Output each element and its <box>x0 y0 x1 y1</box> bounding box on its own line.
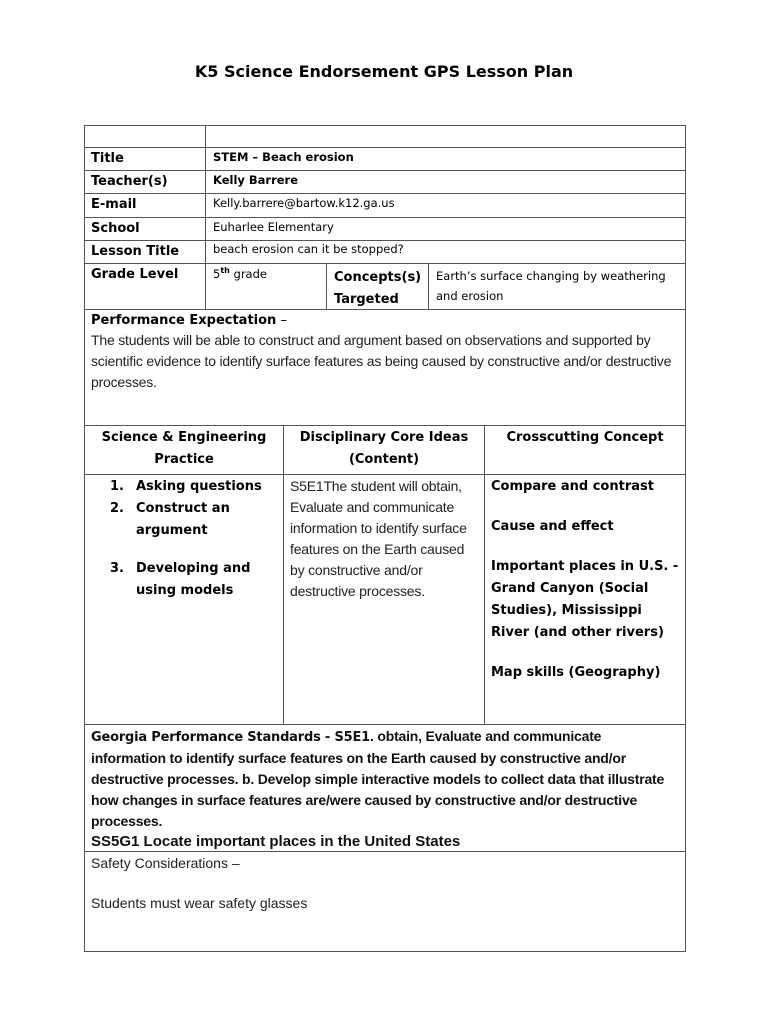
gps-label: Georgia Performance Standards - S5E1 <box>91 730 370 745</box>
grade-level-value: 5th grade <box>213 266 267 281</box>
school-label: School <box>91 221 140 236</box>
cc-header: Crosscutting Concept <box>506 430 664 445</box>
teacher-label: Teacher(s) <box>91 174 168 189</box>
list-item: Cause and effect <box>491 519 614 534</box>
concepts-label: Concepts(s) Targeted <box>334 270 422 307</box>
sep-list <box>110 476 280 602</box>
gps-ss: SS5G1 Locate important places in the United States <box>91 833 461 850</box>
page-title: K5 Science Endorsement GPS Lesson Plan <box>194 62 574 81</box>
performance-label: Performance Expectation <box>91 313 277 328</box>
performance-text: The students will be able to construct and argument based on observations and supported by scientific evidence to identify surface features as being caused by constructive and/or destructive processes. <box>91 332 672 390</box>
list-item: Compare and contrast <box>491 479 654 494</box>
list-item: 2. Construct an argument <box>110 501 230 538</box>
title-value: STEM – Beach erosion <box>213 150 354 164</box>
email-label: E-mail <box>91 197 137 212</box>
gps-section <box>91 726 679 852</box>
dci-header: Disciplinary Core Ideas (Content) <box>299 430 469 467</box>
list-item: 1. Asking questions <box>110 479 262 494</box>
performance-expectation: Performance Expectation – The students will be able to construct and argument based on observations and supported by scientific evidence to identify surface features as being caused by constructive and/or destructive processes. <box>91 312 676 393</box>
cc-list <box>491 476 679 702</box>
grade-level-label: Grade Level <box>91 267 179 282</box>
concepts-value: Earth’s surface changing by weathering and erosion <box>436 269 666 303</box>
gps-text: . obtain, Evaluate and communicate information to identify surface features on the Earth caused by constructive and/or destructive processes. b. Develop simple interactive models to collect data that illustrate how changes in surface features are/were caused by constructive and/or destructive processes. <box>91 728 665 829</box>
list-item: Map skills (Geography) <box>491 665 661 680</box>
list-item: 3. Developing and using models <box>110 561 251 598</box>
title-label: Title <box>91 151 124 166</box>
teacher-value: Kelly Barrere <box>213 173 299 187</box>
school-value: Euharlee Elementary <box>213 220 334 234</box>
lesson-title-label: Lesson Title <box>91 244 180 259</box>
dci-text: S5E1The student will obtain, Evaluate and communicate information to identify surface features on the Earth caused by constructive and/or destructive processes. <box>290 478 467 599</box>
sep-header: Science & Engineering Practice <box>101 430 267 467</box>
safety-label: Safety Considerations – <box>91 855 240 871</box>
email-value: Kelly.barrere@bartow.k12.ga.us <box>213 196 395 210</box>
list-item: Important places in U.S. -Grand Canyon (Social Studies), Mississippi River (and other rivers) <box>491 559 679 640</box>
lesson-title-value: beach erosion can it be stopped? <box>213 242 404 256</box>
safety-text: Students must wear safety glasses <box>91 895 308 911</box>
safety-section <box>91 853 679 913</box>
